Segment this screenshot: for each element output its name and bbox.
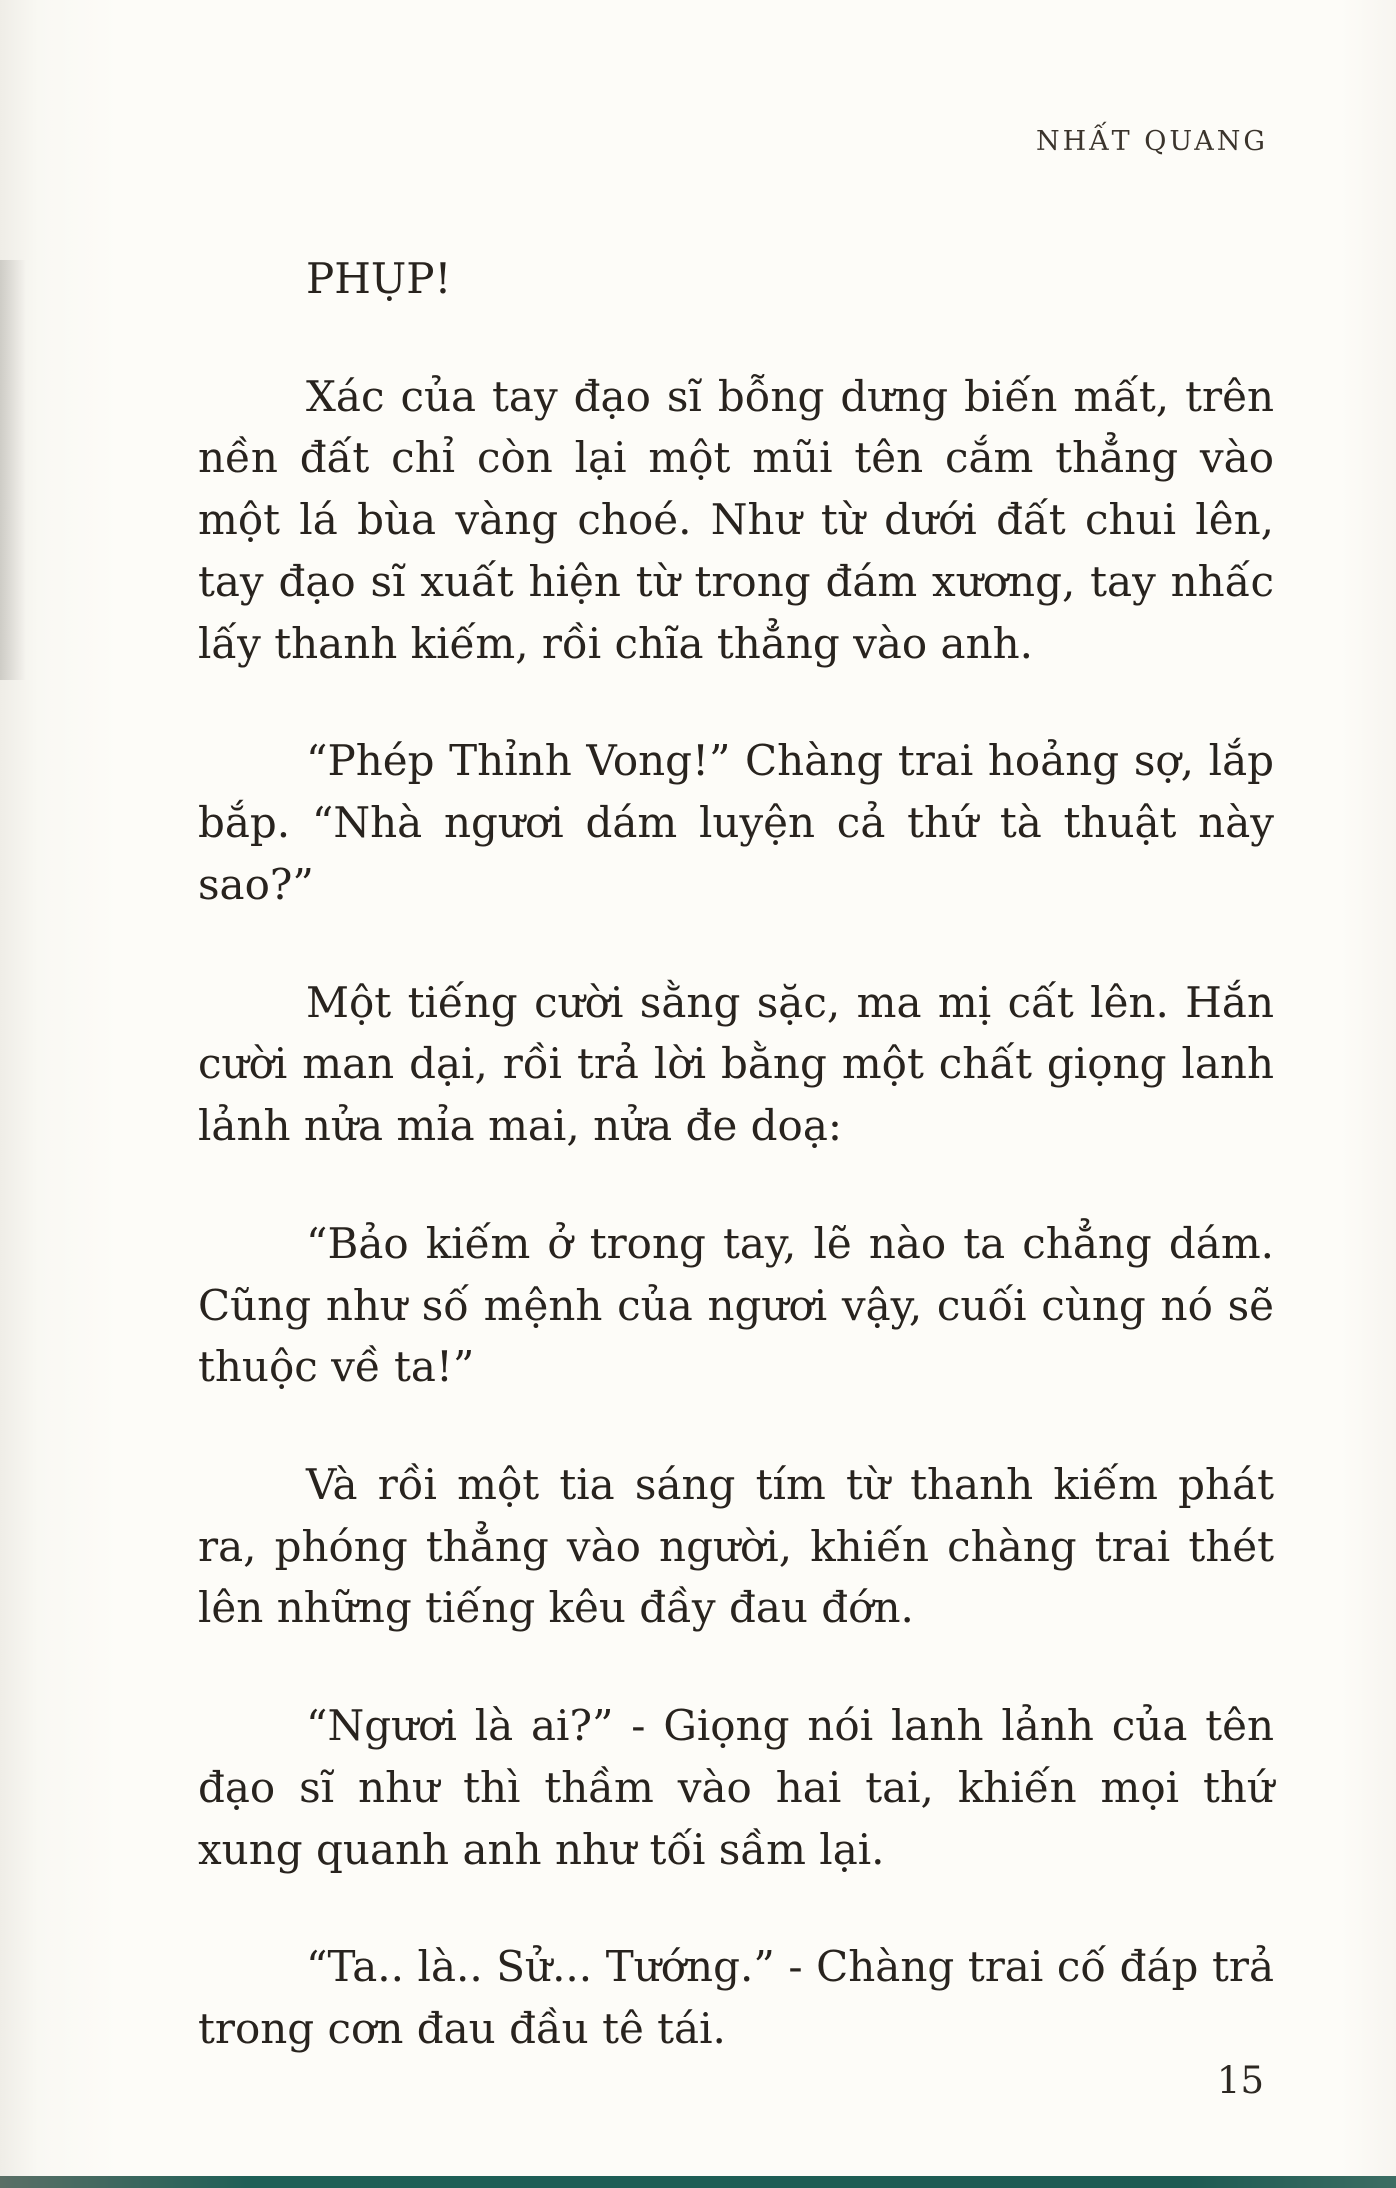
page-body-text — [198, 248, 1274, 2060]
paragraph: “Phép Thỉnh Vong!” Chàng trai hoảng sợ, lắp bắp. “Nhà ngươi dám luyện cả thứ tà thuật này sao?” — [198, 736, 1274, 909]
scan-edge-shadow — [0, 260, 26, 680]
paragraph: “Ta.. là.. Sử... Tướng.” - Chàng trai cố đáp trả trong cơn đau đầu tê tái. — [198, 1942, 1274, 2054]
paragraph: Và rồi một tia sáng tím từ thanh kiếm phát ra, phóng thẳng vào người, khiến chàng trai thét lên những tiếng kêu đầy đau đớn. — [198, 1460, 1274, 1633]
paragraph: Xác của tay đạo sĩ bỗng dưng biến mất, trên nền đất chỉ còn lại một mũi tên cắm thẳng vào một lá bùa vàng choé. Như từ dưới đất chui lên, tay đạo sĩ xuất hiện từ trong đám xương, tay nhấc lấy thanh kiếm, rồi chĩa thẳng vào anh. — [198, 371, 1274, 668]
paragraph-onomatopoeia: PHỤP! — [306, 254, 452, 303]
scan-bottom-edge — [0, 2176, 1396, 2188]
paragraph: “Bảo kiếm ở trong tay, lẽ nào ta chẳng dám. Cũng như số mệnh của ngươi vậy, cuối cùng nó sẽ thuộc về ta!” — [198, 1218, 1274, 1392]
running-header-author: NHẤT QUANG — [1035, 126, 1268, 157]
paragraph: “Ngươi là ai?” - Giọng nói lanh lảnh của tên đạo sĩ như thì thầm vào hai tai, khiến mọi thứ xung quanh anh như tối sầm lại. — [198, 1701, 1274, 1874]
page-number: 15 — [1216, 2059, 1264, 2102]
paragraph: Một tiếng cười sằng sặc, ma mị cất lên. Hắn cười man dại, rồi trả lời bằng một chất giọng lanh lảnh nửa mỉa mai, nửa đe doạ: — [198, 977, 1274, 1151]
